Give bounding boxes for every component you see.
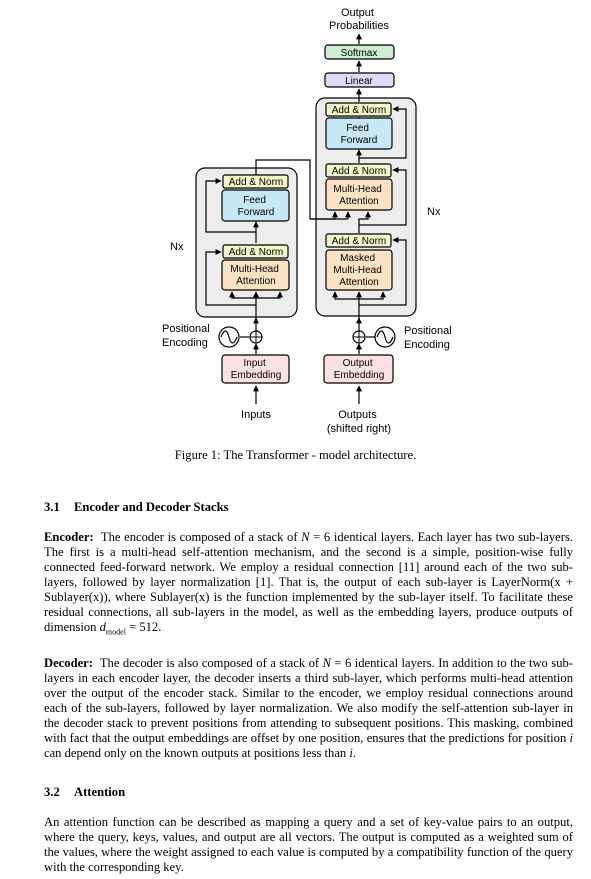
decoder-masked-attention-label: Masked Multi-Head Attention xyxy=(333,253,382,288)
encoder-text: , where xyxy=(107,590,150,604)
encoder-text: is the function implemented by the sub-layer itself. To facilitate these residual connections, all sub-layers in the model, as well as the embedding layers, produce outputs of dimension xyxy=(44,590,573,634)
math-d: d xyxy=(99,620,106,634)
encoder-text: The encoder is composed of a stack of xyxy=(100,530,302,544)
positional-encoding-left-label: Positional Encoding xyxy=(162,323,210,349)
decoder-text: . xyxy=(352,746,357,760)
inputs-label: Inputs xyxy=(241,409,271,421)
positional-encoding-right-label: Positional Encoding xyxy=(404,325,452,351)
math-sublayer: Sublayer(x) xyxy=(149,590,210,604)
encoder-feed-forward-label: Feed Forward xyxy=(237,195,275,218)
outputs-label: Outputs (shifted right) xyxy=(326,409,392,435)
decoder-lead: Decoder: xyxy=(44,656,93,670)
decoder-feed-forward-label: Feed Forward xyxy=(340,123,378,146)
attention-paragraph: An attention function can be described as mapping a query and a set of key-value pairs to an output, where the query, keys, values, and output are all vectors. The output is computed as a weighted sum of the values, where the weight assigned to each value is computed by a compatibility function of the query with the corresponding key. xyxy=(44,815,573,874)
decoder-add-norm-bottom-label: Add & Norm xyxy=(331,236,387,247)
encoder-add-norm-top-label: Add & Norm xyxy=(228,177,284,188)
math-n: N xyxy=(301,530,310,544)
figure-caption: Figure 1: The Transformer - model architecture. xyxy=(174,448,417,462)
math-d-sub: model xyxy=(105,627,126,637)
section-heading-3-1 xyxy=(44,500,229,515)
decoder-repeat-label: Nx xyxy=(427,206,441,218)
decoder-text: identical layers. In addition to the two sub-layers in each encoder layer, the decoder inserts a third sub-layer, which performs multi-head attention over the output of the encoder stack. Similar to the encoder, we employ residual connections around each of the sub-layers, followed by layer normalization. We also modify the self-attention sub-layer in the decoder stack to prevent positions from attending to subsequent positions. This masking, combined with fact that the output embeddings are offset by one position, ensures that the predictions for position xyxy=(44,656,573,745)
encoder-add-norm-bottom-label: Add & Norm xyxy=(228,247,284,258)
math-eq: = 512. xyxy=(125,620,162,634)
math-n: N xyxy=(322,656,331,670)
section-number: 3.1 xyxy=(44,500,60,514)
decoder-paragraph xyxy=(44,656,573,761)
math-eq: = 6 xyxy=(330,656,352,670)
decoder-text: The decoder is also composed of a stack of xyxy=(99,656,323,670)
encoder-lead: Encoder: xyxy=(44,530,94,544)
math-i: i xyxy=(349,746,353,760)
decoder-add-norm-top-label: Add & Norm xyxy=(331,105,387,116)
output-embedding-label: Output Embedding xyxy=(333,358,385,381)
section-number: 3.2 xyxy=(44,785,60,799)
encoder-paragraph xyxy=(44,530,573,640)
math-i: i xyxy=(569,731,573,745)
math-layernorm: LayerNorm(x + Sublayer(x)) xyxy=(44,575,573,604)
section-title: Encoder and Decoder Stacks xyxy=(74,500,229,514)
encoder-repeat-label: Nx xyxy=(170,241,184,253)
encoder-text: identical layers. Each layer has two sub-layers. The first is a multi-head self-attention mechanism, and the second is a simple, position-wise fully connected feed-forward network. We employ a residual connection [11] around each of the two sub-layers, followed by layer normalization [1]. That is, the output of each sub-layer is xyxy=(44,530,573,589)
section-heading-3-2 xyxy=(44,785,125,800)
decoder-text: can depend only on the known outputs at positions less than xyxy=(44,746,350,760)
output-title: Output Probabilities xyxy=(329,7,389,32)
encoder-attention-label: Multi-Head Attention xyxy=(230,264,279,287)
math-eq: = 6 xyxy=(309,530,331,544)
softmax-label: Softmax xyxy=(340,48,378,59)
linear-label: Linear xyxy=(345,76,373,87)
section-title: Attention xyxy=(74,785,126,799)
input-embedding-label: Input Embedding xyxy=(230,358,282,381)
decoder-add-norm-middle-label: Add & Norm xyxy=(331,166,387,177)
decoder-cross-attention-label: Multi-Head Attention xyxy=(333,184,382,207)
